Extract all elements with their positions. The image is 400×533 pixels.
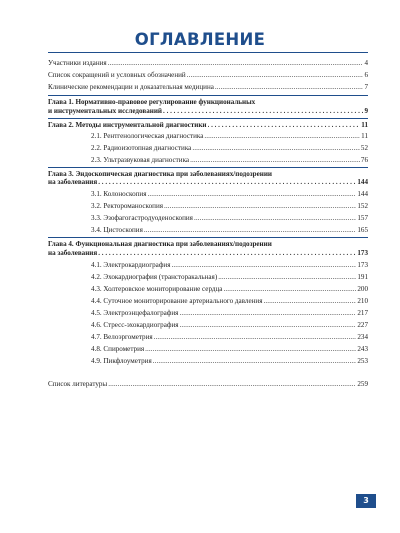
toc-entry-participants[interactable] bbox=[48, 58, 368, 69]
toc-label: 2.1. Рентгенологическая диагностика bbox=[91, 132, 204, 140]
toc-entry-3-1[interactable] bbox=[91, 189, 368, 200]
chapter-3-title-line: Глава 3. Эндоскопическая диагностика при заболеваниях/подозрении bbox=[48, 170, 273, 178]
toc-page-number: 191 bbox=[357, 273, 368, 281]
toc-label: 4.8. Спирометрия bbox=[91, 345, 145, 353]
toc-page-number: 234 bbox=[357, 333, 368, 341]
toc-label: на заболевания bbox=[48, 178, 98, 186]
toc-entry-2-2[interactable] bbox=[91, 143, 368, 154]
toc-page-number: 52 bbox=[360, 144, 368, 152]
toc-page-number: 9 bbox=[364, 107, 368, 115]
dot-leader bbox=[164, 201, 356, 212]
section-divider bbox=[48, 237, 368, 238]
toc-entry-references[interactable] bbox=[48, 379, 368, 390]
toc-page-number: 76 bbox=[360, 156, 368, 164]
toc-entry-4-1[interactable] bbox=[91, 260, 368, 271]
toc-label: 3.3. Эзофагогастродуоденоскопия bbox=[91, 214, 193, 222]
dot-leader bbox=[215, 82, 364, 93]
dot-leader bbox=[98, 177, 356, 188]
toc-page-number: 11 bbox=[361, 121, 368, 129]
toc-label: 4.9. Пикфлоуметрия bbox=[91, 357, 152, 365]
dot-leader bbox=[192, 143, 360, 154]
toc-label: 4.6. Стресс-эхокардиография bbox=[91, 321, 179, 329]
toc-page-number: 152 bbox=[357, 202, 368, 210]
toc-label: 4.2. Эхокардиография (трансторакальная) bbox=[91, 273, 218, 281]
toc-entry-3-4[interactable] bbox=[91, 225, 368, 236]
dot-leader bbox=[153, 356, 357, 367]
toc-entry-chapter-4[interactable] bbox=[48, 248, 368, 259]
toc-entry-4-6[interactable] bbox=[91, 320, 368, 331]
toc-page-number: 210 bbox=[357, 297, 368, 305]
dot-leader bbox=[187, 70, 364, 81]
dot-leader bbox=[145, 344, 356, 355]
toc-label: Список сокращений и условных обозначений bbox=[48, 71, 186, 79]
toc-page-number: 165 bbox=[357, 226, 368, 234]
toc-entry-abbreviations[interactable] bbox=[48, 70, 368, 81]
toc-entry-2-3[interactable] bbox=[91, 155, 368, 166]
dot-leader bbox=[223, 284, 356, 295]
toc-entry-chapter-3[interactable] bbox=[48, 177, 368, 188]
toc-label: 2.3. Ультразвуковая диагностика bbox=[91, 156, 190, 164]
toc-page-number: 217 bbox=[357, 309, 368, 317]
dot-leader bbox=[204, 131, 360, 142]
toc-page-number: 243 bbox=[357, 345, 368, 353]
toc-label: 3.2. Ректороманоскопия bbox=[91, 202, 164, 210]
toc-entry-4-3[interactable] bbox=[91, 284, 368, 295]
toc-entry-4-2[interactable] bbox=[91, 272, 368, 283]
toc-page-number: 227 bbox=[357, 321, 368, 329]
toc-entry-3-2[interactable] bbox=[91, 201, 368, 212]
section-divider bbox=[48, 118, 368, 119]
toc-label: 4.7. Велоэргометрия bbox=[91, 333, 153, 341]
toc-entry-chapter-1[interactable] bbox=[48, 106, 368, 117]
toc-label: 4.5. Электроэнцефалография bbox=[91, 309, 179, 317]
dot-leader bbox=[108, 58, 364, 69]
toc-entry-4-8[interactable] bbox=[91, 344, 368, 355]
toc-entry-2-1[interactable] bbox=[91, 131, 368, 142]
toc-label: Клинические рекомендации и доказательная медицина bbox=[48, 83, 214, 91]
dot-leader bbox=[263, 296, 356, 307]
page-title: ОГЛАВЛЕНИЕ bbox=[134, 30, 266, 49]
toc-page-number: 7 bbox=[364, 83, 368, 91]
toc-label: 3.1. Колоноскопия bbox=[91, 190, 147, 198]
toc-page-number: 173 bbox=[357, 261, 368, 269]
dot-leader bbox=[148, 189, 357, 200]
dot-leader bbox=[218, 272, 356, 283]
toc-entry-4-5[interactable] bbox=[91, 308, 368, 319]
dot-leader bbox=[179, 308, 356, 319]
toc-label: 3.4. Цистоскопия bbox=[91, 226, 143, 234]
toc-label: Список литературы bbox=[48, 380, 108, 388]
toc-page-number: 6 bbox=[364, 71, 368, 79]
dot-leader bbox=[190, 155, 360, 166]
dot-leader bbox=[180, 320, 357, 331]
toc-label: и инструментальных исследований bbox=[48, 107, 163, 115]
dot-leader bbox=[98, 248, 356, 259]
dot-leader bbox=[163, 106, 363, 117]
toc-page-number: 157 bbox=[357, 214, 368, 222]
toc-page-number: 144 bbox=[357, 190, 368, 198]
dot-leader bbox=[144, 225, 357, 236]
toc-page-number: 11 bbox=[361, 132, 368, 140]
dot-leader bbox=[108, 379, 356, 390]
toc-entry-clinical-recommendations[interactable] bbox=[48, 82, 368, 93]
section-divider bbox=[48, 167, 368, 168]
toc-label: Участники издания bbox=[48, 59, 107, 67]
dot-leader bbox=[154, 332, 357, 343]
toc-page-number: 173 bbox=[357, 249, 368, 257]
dot-leader bbox=[208, 120, 361, 131]
title-rule bbox=[48, 52, 368, 53]
toc-label: Глава 2. Методы инструментальной диагностики bbox=[48, 121, 207, 129]
toc-label: 2.2. Радиоизотопная диагностика bbox=[91, 144, 192, 152]
toc-entry-3-3[interactable] bbox=[91, 213, 368, 224]
toc-entry-4-7[interactable] bbox=[91, 332, 368, 343]
toc-page-number: 4 bbox=[364, 59, 368, 67]
toc-page-number: 200 bbox=[357, 285, 368, 293]
toc-entry-4-4[interactable] bbox=[91, 296, 368, 307]
toc-page-number: 144 bbox=[357, 178, 368, 186]
toc-label: 4.4. Суточное мониторирование артериального давления bbox=[91, 297, 263, 305]
dot-leader bbox=[194, 213, 356, 224]
toc-label: 4.1. Электрокардиография bbox=[91, 261, 171, 269]
page-number-badge: 3 bbox=[356, 494, 376, 508]
toc-page-number: 259 bbox=[357, 380, 368, 388]
dot-leader bbox=[171, 260, 356, 271]
chapter-1-title-line: Глава 1. Нормативно-правовое регулирование функциональных bbox=[48, 98, 256, 106]
toc-entry-4-9[interactable] bbox=[91, 356, 368, 367]
toc-label: на заболевания bbox=[48, 249, 98, 257]
toc-page-number: 253 bbox=[357, 357, 368, 365]
chapter-4-title-line: Глава 4. Функциональная диагностика при заболеваниях/подозрении bbox=[48, 240, 272, 248]
toc-label: 4.3. Холтеровское мониторирование сердца bbox=[91, 285, 223, 293]
toc-entry-chapter-2[interactable] bbox=[48, 120, 368, 131]
